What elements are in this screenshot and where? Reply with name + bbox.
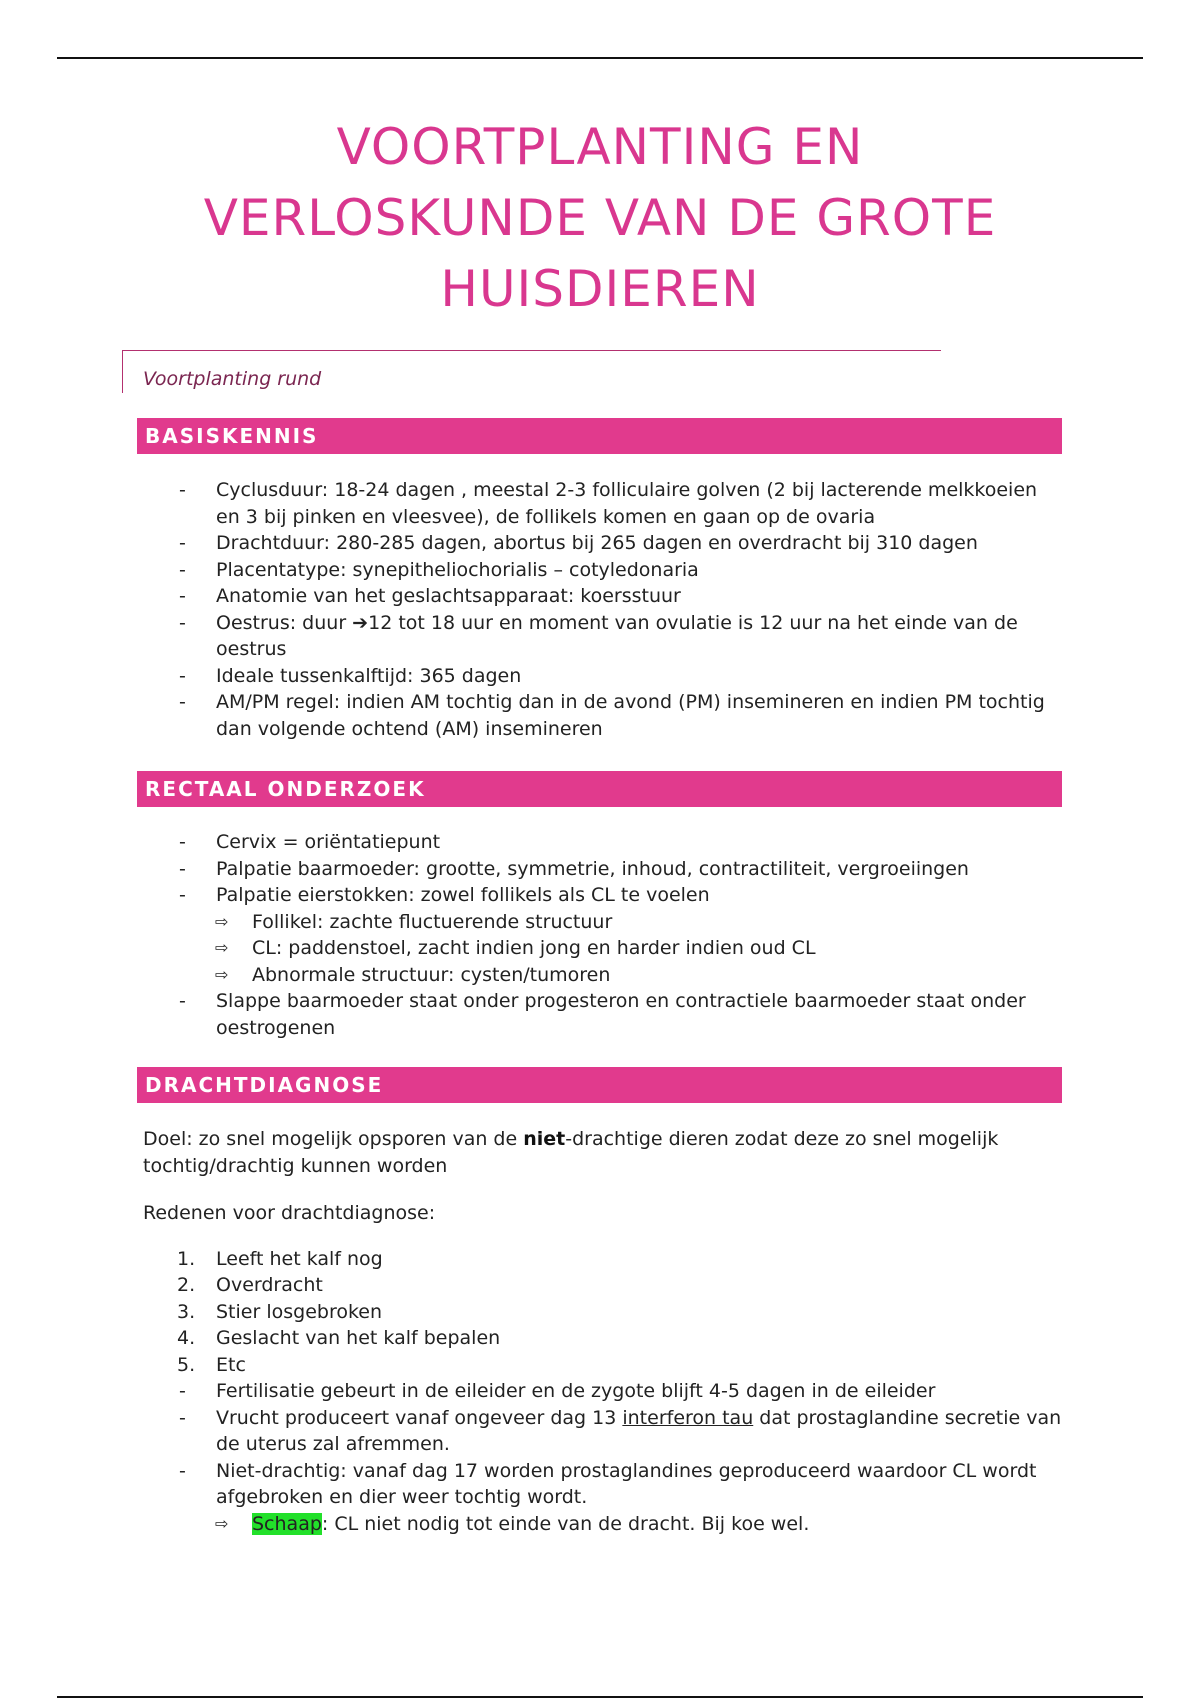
dash-marker: - — [179, 1380, 186, 1402]
underlined-term: interferon tau — [622, 1406, 754, 1429]
dash-marker: - — [179, 479, 186, 501]
list-item: - Ideale tussenkalftijd: 365 dagen — [143, 663, 1063, 690]
list-item: - Drachtduur: 280-285 dagen, abortus bij 265 dagen en overdracht bij 310 dagen — [143, 530, 1063, 557]
dash-marker: - — [179, 691, 186, 713]
dash-marker: - — [179, 1459, 186, 1482]
subtitle-box — [122, 350, 941, 393]
sub-list-item: ⇨ Schaap: CL niet nodig tot einde van de dracht. Bij koe wel. — [143, 1511, 1063, 1538]
list-item: - Niet-drachtig: vanaf dag 17 worden prostaglandines geproduceerd waardoor CL wordt afgebroken en dier weer tochtig wordt. — [179, 1459, 1037, 1508]
sub-list-item: ⇨ Follikel: zachte fluctuerende structuur — [143, 909, 1063, 936]
numbered-item: 1. Leeft het kalf nog — [143, 1246, 1063, 1273]
list-item: - Oestrus: duur ➔12 tot 18 uur en moment van ovulatie is 12 uur na het einde van de oestrus — [179, 611, 1018, 660]
dash-marker: - — [179, 611, 186, 634]
numbered-item: 2. Overdracht — [143, 1272, 1063, 1299]
number-marker: 3. — [177, 1300, 196, 1323]
list-item: - Placentatype: synepitheliochorialis – cotyledonaria — [143, 557, 1063, 584]
redenen-label: Redenen voor drachtdiagnose: — [143, 1202, 436, 1224]
document-title — [100, 112, 1100, 325]
arrow-icon: ⇨ — [215, 964, 229, 984]
highlighted-term: Schaap — [252, 1512, 322, 1535]
section-heading-rectaal: RECTAAL ONDERZOEK — [137, 771, 1062, 807]
title-line-3: HUISDIEREN — [440, 260, 760, 318]
top-rule — [57, 57, 1143, 59]
list-item: - Fertilisatie gebeurt in de eileider en de zygote blijft 4-5 dagen in de eileider — [143, 1378, 1063, 1405]
section-heading-basiskennis: BASISKENNIS — [137, 418, 1062, 454]
arrow-icon: ⇨ — [215, 938, 229, 957]
list-item: - Anatomie van het geslachtsapparaat: koersstuur — [143, 583, 1063, 610]
arrow-icon: ⇨ — [215, 911, 229, 931]
list-item: - Vrucht produceert vanaf ongeveer dag 13 interferon tau dat prostaglandine secretie van de uterus zal afremmen. — [179, 1406, 1062, 1455]
number-marker: 1. — [177, 1247, 196, 1270]
list-item: - Cervix = oriëntatiepunt — [143, 829, 1063, 856]
dash-marker: - — [179, 532, 186, 554]
dash-marker: - — [179, 990, 186, 1012]
subtitle: Voortplanting rund — [143, 368, 322, 390]
bottom-rule — [57, 1696, 1143, 1698]
basiskennis-list — [143, 477, 1063, 742]
dash-marker: - — [179, 831, 186, 853]
list-item: - Cyclusduur: 18-24 dagen , meestal 2-3 folliculaire golven (2 bij lacterende melkkoeien en 3 bij pinken en vleesvee), de follikels komen en gaan op de ovaria — [179, 479, 1038, 528]
dash-marker: - — [179, 884, 186, 906]
numbered-item: 3. Stier losgebroken — [143, 1299, 1063, 1326]
title-line-2: VERLOSKUNDE VAN DE GROTE — [203, 189, 997, 247]
arrow-icon: ⇨ — [215, 1513, 229, 1533]
numbered-item: 5. Etc — [143, 1352, 1063, 1379]
dash-marker: - — [179, 585, 186, 607]
dash-marker: - — [179, 664, 186, 687]
title-line-1: VOORTPLANTING EN — [336, 118, 864, 176]
list-item: - Palpatie baarmoeder: grootte, symmetrie, inhoud, contractiliteit, vergroeiingen — [143, 856, 1063, 883]
sub-list-item: ⇨ Abnormale structuur: cysten/tumoren — [143, 962, 1063, 989]
dash-marker: - — [179, 558, 186, 581]
drachtdiagnose-body — [143, 1126, 1063, 1537]
numbered-item: 4. Geslacht van het kalf bepalen — [143, 1325, 1063, 1352]
doel-paragraph: Doel: zo snel mogelijk opsporen van de niet-drachtige dieren zodat deze zo snel mogelijk tochtig/drachtig kunnen worden — [143, 1128, 999, 1177]
number-marker: 4. — [177, 1327, 196, 1349]
list-item: - Palpatie eierstokken: zowel follikels als CL te voelen — [143, 882, 1063, 909]
bold-niet: niet — [523, 1128, 566, 1150]
rectaal-list — [143, 829, 1063, 1041]
dash-marker: - — [179, 1406, 186, 1429]
section-heading-drachtdiagnose: DRACHTDIAGNOSE — [137, 1067, 1062, 1103]
number-marker: 2. — [177, 1274, 196, 1296]
list-item: - Slappe baarmoeder staat onder progesteron en contractiele baarmoeder staat onder oestrogenen — [179, 990, 1026, 1039]
list-item: - AM/PM regel: indien AM tochtig dan in de avond (PM) insemineren en indien PM tochtig dan volgende ochtend (AM) insemineren — [179, 691, 1045, 740]
dash-marker: - — [179, 857, 186, 880]
sub-list-item: ⇨ CL: paddenstoel, zacht indien jong en harder indien oud CL — [143, 935, 1063, 962]
number-marker: 5. — [177, 1353, 196, 1376]
